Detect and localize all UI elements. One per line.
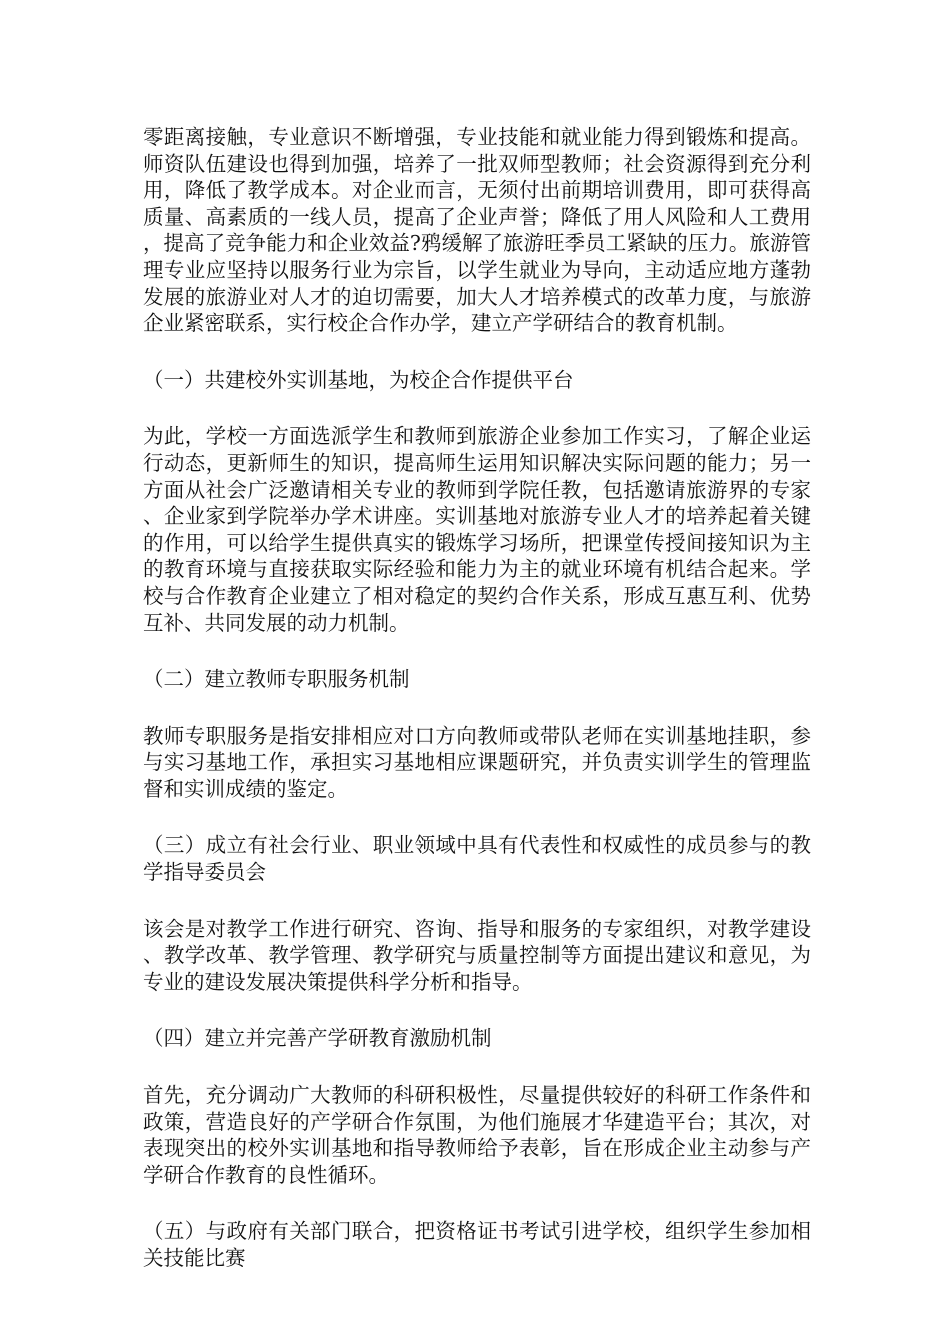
section-heading: （五）与政府有关部门联合，把资格证书考试引进学校，组织学生参加相关技能比赛 xyxy=(143,1219,811,1270)
section-heading: （四）建立并完善产学研教育激励机制 xyxy=(143,1026,492,1051)
document-page xyxy=(143,124,811,1302)
body-paragraph: 该会是对教学工作进行研究、咨询、指导和服务的专家组织，对教学建设、教学改革、教学管理、教学研究与质量控制等方面提出建议和意见，为专业的建设发展决策提供科学分析和指导。 xyxy=(143,916,811,994)
body-paragraph: 为此，学校一方面选派学生和教师到旅游企业参加工作实习，了解企业运行动态，更新师生的知识，提高师生运用知识解决实际问题的能力；另一方面从社会广泛邀请相关专业的教师到学院任教，包括邀请旅游界的专家、企业家到学院举办学术讲座。实训基地对旅游专业人才的培养起着关键的作用，可以给学生提供真实的锻炼学习场所，把课堂传授间接知识为主的教育环境与直接获取实际经验和能力为主的就业环境有机结合起来。学校与合作教育企业建立了相对稳定的契约合作关系，形成互惠互利、优势互补、共同发展的动力机制。 xyxy=(143,424,811,635)
section-heading: （二）建立教师专职服务机制 xyxy=(143,667,410,692)
body-paragraph: 零距离接触，专业意识不断增强，专业技能和就业能力得到锻炼和提高。师资队伍建设也得到加强，培养了一批双师型教师；社会资源得到充分利用，降低了教学成本。对企业而言，无须付出前期培训费用，即可获得高质量、高素质的一线人员，提高了企业声誉；降低了用人风险和人工费用，提高了竞争能力和企业效益?鸦缓解了旅游旺季员工紧缺的压力。旅游管理专业应坚持以服务行业为宗旨，以学生就业为导向，主动适应地方蓬勃发展的旅游业对人才的迫切需要，加大人才培养模式的改革力度，与旅游企业紧密联系，实行校企合作办学，建立产学研结合的教育机制。 xyxy=(143,125,811,336)
section-heading: （一）共建校外实训基地，为校企合作提供平台 xyxy=(143,367,574,392)
body-paragraph: 教师专职服务是指安排相应对口方向教师或带队老师在实训基地挂职，参与实习基地工作，承担实习基地相应课题研究，并负责实训学生的管理监督和实训成绩的鉴定。 xyxy=(143,723,811,801)
section-heading: （三）成立有社会行业、职业领域中具有代表性和权威性的成员参与的教学指导委员会 xyxy=(143,833,811,885)
body-paragraph: 首先，充分调动广大教师的科研积极性，尽量提供较好的科研工作条件和政策，营造良好的产学研合作氛围，为他们施展才华建造平台；其次，对表现突出的校外实训基地和指导教师给予表彰，旨在形成企业主动参与产学研合作教育的良性循环。 xyxy=(143,1083,811,1187)
